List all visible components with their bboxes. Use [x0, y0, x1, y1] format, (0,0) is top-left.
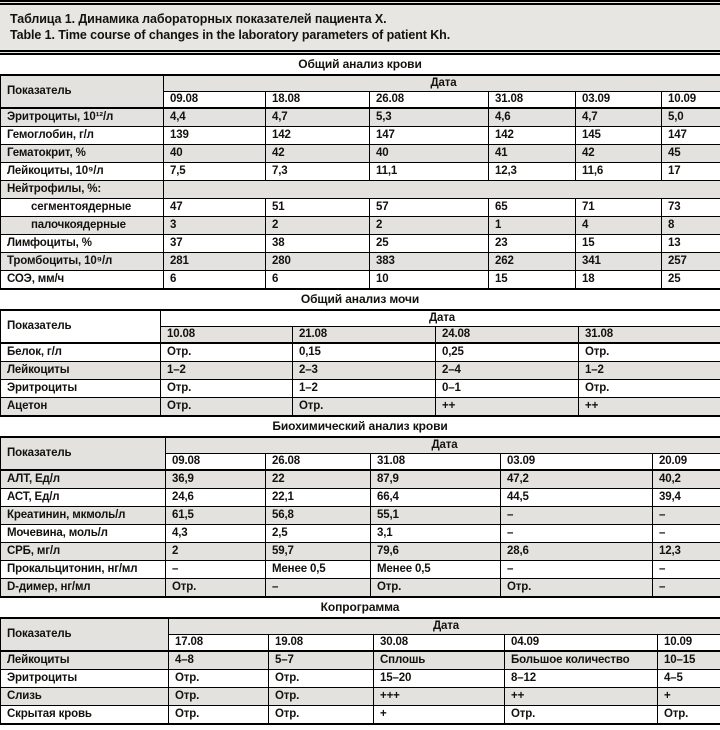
value-cell: 17: [662, 163, 720, 181]
value-cell: 15–20: [374, 670, 505, 688]
value-cell: Отр.: [269, 670, 374, 688]
row-label-cell: сегментоядерные: [1, 199, 164, 217]
date-column-header: 09.08: [164, 92, 266, 109]
value-cell: 12,3: [653, 543, 720, 561]
value-cell: 1–2: [293, 380, 436, 398]
value-cell: 37: [164, 235, 266, 253]
date-column-header: 18.08: [266, 92, 370, 109]
value-cell: 11,1: [370, 163, 489, 181]
value-cell: 25: [370, 235, 489, 253]
value-cell: 4: [576, 217, 662, 235]
merged-empty-cell: [164, 181, 720, 199]
value-cell: –: [653, 507, 720, 525]
value-cell: ++: [505, 688, 658, 706]
value-cell: –: [501, 561, 653, 579]
value-cell: 36,9: [166, 470, 266, 489]
value-cell: 39,4: [653, 489, 720, 507]
value-cell: 42: [576, 145, 662, 163]
row-label-cell: Белок, г/л: [1, 343, 161, 362]
value-cell: Отр.: [579, 380, 720, 398]
value-cell: 4,7: [576, 108, 662, 127]
table-row: [1, 525, 720, 543]
value-cell: 142: [489, 127, 576, 145]
caption-ru: Таблица 1. Динамика лабораторных показателей пациента Х.: [10, 12, 387, 26]
date-column-header: 31.08: [371, 454, 501, 471]
value-cell: Отр.: [293, 398, 436, 417]
value-cell: 10: [370, 271, 489, 290]
row-label-cell: Лимфоциты, %: [1, 235, 164, 253]
value-cell: Отр.: [161, 380, 293, 398]
table-row: [1, 199, 720, 217]
table-row: [1, 651, 720, 670]
value-cell: 45: [662, 145, 720, 163]
value-cell: 281: [164, 253, 266, 271]
value-cell: 47: [164, 199, 266, 217]
row-label-cell: Лейкоциты, 10⁹/л: [1, 163, 164, 181]
value-cell: 5–7: [269, 651, 374, 670]
value-cell: Отр.: [505, 706, 658, 725]
date-header-cell: Дата: [161, 310, 720, 327]
value-cell: Большое количество: [505, 651, 658, 670]
table-row: [1, 181, 720, 199]
row-label-cell: Прокальцитонин, нг/мл: [1, 561, 166, 579]
value-cell: 11,6: [576, 163, 662, 181]
table-row: [1, 688, 720, 706]
value-cell: 257: [662, 253, 720, 271]
table-row: [1, 362, 720, 380]
value-cell: 3: [164, 217, 266, 235]
value-cell: 0–1: [436, 380, 579, 398]
value-cell: 8: [662, 217, 720, 235]
table-row: [1, 543, 720, 561]
value-cell: 4,6: [489, 108, 576, 127]
value-cell: +: [374, 706, 505, 725]
value-cell: 24,6: [166, 489, 266, 507]
value-cell: 41: [489, 145, 576, 163]
value-cell: 2–3: [293, 362, 436, 380]
value-cell: 13: [662, 235, 720, 253]
value-cell: 42: [266, 145, 370, 163]
date-column-header: 31.08: [489, 92, 576, 109]
section-title: Общий анализ крови: [0, 55, 720, 74]
row-label-cell: СОЭ, мм/ч: [1, 271, 164, 290]
table-row: [1, 380, 720, 398]
value-cell: Менее 0,5: [371, 561, 501, 579]
value-cell: 5,3: [370, 108, 489, 127]
row-label-cell: Лейкоциты: [1, 651, 169, 670]
row-label-cell: D-димер, нг/мл: [1, 579, 166, 598]
value-cell: 71: [576, 199, 662, 217]
row-label-cell: Креатинин, мкмоль/л: [1, 507, 166, 525]
value-cell: Отр.: [269, 688, 374, 706]
row-label-cell: Нейтрофилы, %:: [1, 181, 164, 199]
value-cell: 40,2: [653, 470, 720, 489]
value-cell: Менее 0,5: [266, 561, 371, 579]
value-cell: +++: [374, 688, 505, 706]
value-cell: Отр.: [169, 688, 269, 706]
value-cell: 18: [576, 271, 662, 290]
table-row: [1, 670, 720, 688]
value-cell: 2: [166, 543, 266, 561]
value-cell: 23: [489, 235, 576, 253]
value-cell: 1–2: [579, 362, 720, 380]
value-cell: 28,6: [501, 543, 653, 561]
row-label-cell: Тромбоциты, 10⁹/л: [1, 253, 164, 271]
table-row: [1, 163, 720, 181]
value-cell: Отр.: [371, 579, 501, 598]
row-label-cell: Эритроциты: [1, 380, 161, 398]
value-cell: 4,3: [166, 525, 266, 543]
table-row: [1, 561, 720, 579]
value-cell: –: [653, 579, 720, 598]
row-label-cell: СРБ, мг/л: [1, 543, 166, 561]
value-cell: 73: [662, 199, 720, 217]
data-table: [0, 309, 720, 417]
value-cell: 2,5: [266, 525, 371, 543]
date-header-cell: Дата: [169, 618, 720, 635]
value-cell: 341: [576, 253, 662, 271]
indicator-header-cell: Показатель: [1, 310, 161, 343]
value-cell: 4–5: [658, 670, 720, 688]
value-cell: 44,5: [501, 489, 653, 507]
table-row: [1, 145, 720, 163]
value-cell: 2: [266, 217, 370, 235]
section-title: Общий анализ мочи: [0, 290, 720, 309]
table-row: [1, 507, 720, 525]
row-label-cell: Эритроциты, 10¹²/л: [1, 108, 164, 127]
value-cell: 6: [266, 271, 370, 290]
row-label-cell: АЛТ, Ед/л: [1, 470, 166, 489]
row-label-cell: Эритроциты: [1, 670, 169, 688]
table-row: [1, 108, 720, 127]
date-column-header: 31.08: [579, 327, 720, 344]
date-header-cell: Дата: [164, 75, 720, 92]
value-cell: 79,6: [371, 543, 501, 561]
row-label-cell: Скрытая кровь: [1, 706, 169, 725]
row-label-cell: Ацетон: [1, 398, 161, 417]
row-label-cell: Лейкоциты: [1, 362, 161, 380]
value-cell: 56,8: [266, 507, 371, 525]
value-cell: 1: [489, 217, 576, 235]
value-cell: 7,5: [164, 163, 266, 181]
value-cell: 1–2: [161, 362, 293, 380]
value-cell: 51: [266, 199, 370, 217]
row-label-cell: АСТ, Ед/л: [1, 489, 166, 507]
table-sections: [0, 55, 720, 725]
row-label-cell: Гематокрит, %: [1, 145, 164, 163]
value-cell: Отр.: [579, 343, 720, 362]
value-cell: 25: [662, 271, 720, 290]
value-cell: 139: [164, 127, 266, 145]
date-column-header: 24.08: [436, 327, 579, 344]
date-column-header: 20.09: [653, 454, 720, 471]
value-cell: 57: [370, 199, 489, 217]
value-cell: 7,3: [266, 163, 370, 181]
value-cell: –: [501, 507, 653, 525]
value-cell: 61,5: [166, 507, 266, 525]
value-cell: –: [653, 561, 720, 579]
date-column-header: 26.08: [266, 454, 371, 471]
table-row: [1, 579, 720, 598]
row-label-cell: Гемоглобин, г/л: [1, 127, 164, 145]
table-row: [1, 271, 720, 290]
date-column-header: 19.08: [269, 635, 374, 652]
date-column-header: 09.08: [166, 454, 266, 471]
row-label-cell: Мочевина, моль/л: [1, 525, 166, 543]
value-cell: 383: [370, 253, 489, 271]
value-cell: 2–4: [436, 362, 579, 380]
date-column-header: 03.09: [501, 454, 653, 471]
value-cell: 65: [489, 199, 576, 217]
date-column-header: 21.08: [293, 327, 436, 344]
value-cell: 87,9: [371, 470, 501, 489]
value-cell: 0,15: [293, 343, 436, 362]
value-cell: Сплошь: [374, 651, 505, 670]
value-cell: ++: [579, 398, 720, 417]
table-row: [1, 470, 720, 489]
table-row: [1, 706, 720, 725]
indicator-header-cell: Показатель: [1, 75, 164, 108]
value-cell: 15: [489, 271, 576, 290]
value-cell: –: [501, 525, 653, 543]
value-cell: 55,1: [371, 507, 501, 525]
value-cell: 59,7: [266, 543, 371, 561]
indicator-header-cell: Показатель: [1, 618, 169, 651]
value-cell: –: [266, 579, 371, 598]
value-cell: –: [653, 525, 720, 543]
value-cell: 40: [370, 145, 489, 163]
table-caption: [0, 0, 720, 55]
value-cell: 4,4: [164, 108, 266, 127]
caption-en: Table 1. Time course of changes in the laboratory parameters of patient Kh.: [10, 28, 451, 42]
value-cell: 38: [266, 235, 370, 253]
date-column-header: 10.09: [658, 635, 720, 652]
value-cell: 147: [370, 127, 489, 145]
date-header-cell: Дата: [166, 437, 720, 454]
table-row: [1, 217, 720, 235]
data-table: [0, 74, 720, 290]
date-column-header: 10.09: [662, 92, 720, 109]
value-cell: 40: [164, 145, 266, 163]
data-table: [0, 436, 720, 598]
value-cell: Отр.: [169, 706, 269, 725]
table-row: [1, 127, 720, 145]
value-cell: 262: [489, 253, 576, 271]
value-cell: ++: [436, 398, 579, 417]
table-row: [1, 253, 720, 271]
value-cell: 6: [164, 271, 266, 290]
value-cell: Отр.: [161, 398, 293, 417]
value-cell: Отр.: [269, 706, 374, 725]
value-cell: 22,1: [266, 489, 371, 507]
value-cell: 10–15: [658, 651, 720, 670]
table-row: [1, 343, 720, 362]
value-cell: 3,1: [371, 525, 501, 543]
indicator-header-cell: Показатель: [1, 437, 166, 470]
row-label-cell: палочкоядерные: [1, 217, 164, 235]
date-column-header: 04.09: [505, 635, 658, 652]
value-cell: 147: [662, 127, 720, 145]
value-cell: 47,2: [501, 470, 653, 489]
value-cell: 8–12: [505, 670, 658, 688]
value-cell: Отр.: [169, 670, 269, 688]
table-row: [1, 489, 720, 507]
value-cell: –: [166, 561, 266, 579]
value-cell: +: [658, 688, 720, 706]
value-cell: Отр.: [658, 706, 720, 725]
section-title: Копрограмма: [0, 598, 720, 617]
value-cell: Отр.: [161, 343, 293, 362]
value-cell: 142: [266, 127, 370, 145]
value-cell: 145: [576, 127, 662, 145]
date-column-header: 10.08: [161, 327, 293, 344]
value-cell: 2: [370, 217, 489, 235]
value-cell: 280: [266, 253, 370, 271]
date-column-header: 30.08: [374, 635, 505, 652]
data-table: [0, 617, 720, 725]
value-cell: 0,25: [436, 343, 579, 362]
section-title: Биохимический анализ крови: [0, 417, 720, 436]
date-column-header: 03.09: [576, 92, 662, 109]
value-cell: Отр.: [501, 579, 653, 598]
table-row: [1, 235, 720, 253]
value-cell: 12,3: [489, 163, 576, 181]
row-label-cell: Слизь: [1, 688, 169, 706]
value-cell: 66,4: [371, 489, 501, 507]
value-cell: 22: [266, 470, 371, 489]
value-cell: 4,7: [266, 108, 370, 127]
table-row: [1, 398, 720, 417]
value-cell: 5,0: [662, 108, 720, 127]
value-cell: Отр.: [166, 579, 266, 598]
value-cell: 4–8: [169, 651, 269, 670]
value-cell: 15: [576, 235, 662, 253]
date-column-header: 17.08: [169, 635, 269, 652]
date-column-header: 26.08: [370, 92, 489, 109]
